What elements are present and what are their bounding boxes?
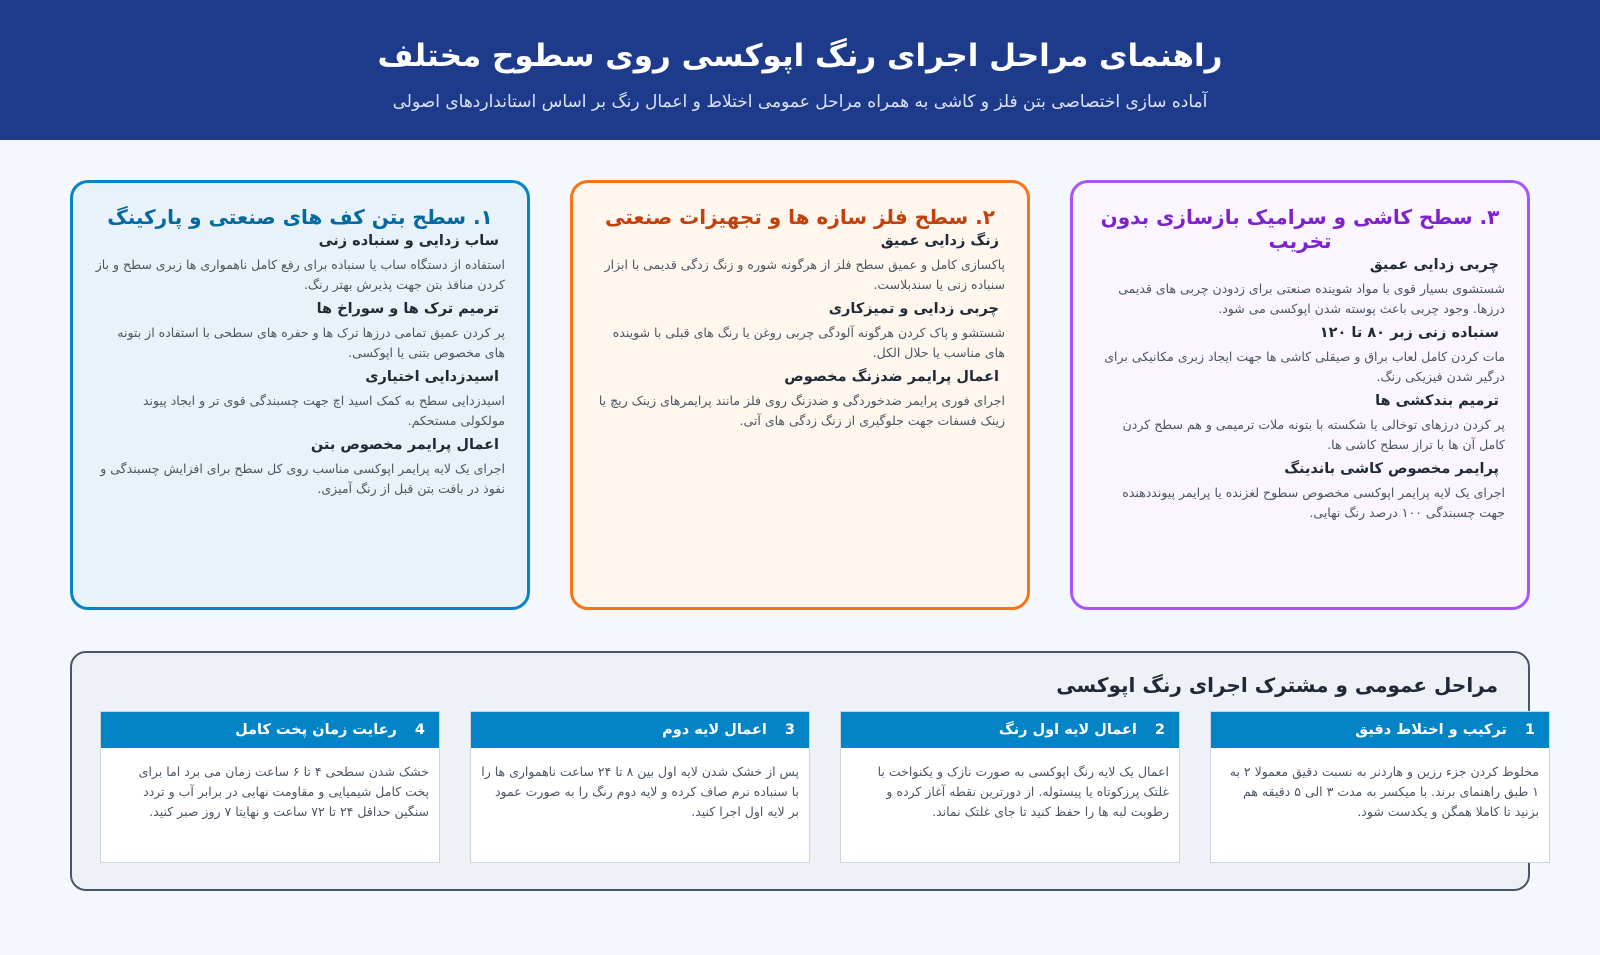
card-step-title: ترمیم ترک ها و سوراخ ها [316,301,499,317]
card-step-title: چربی زدایی عمیق [1369,257,1499,273]
card-step [95,231,505,299]
common-step-header [841,712,1179,748]
card-step [95,367,505,435]
card-step-title: زنگ زدایی عمیق [880,233,999,249]
common-step-number: 1 [1524,722,1535,738]
common-step-title: اعمال لایه اول رنگ [998,722,1137,738]
card-step [95,435,505,503]
card-step-desc: اجرای یک لایه پرایمر اپوکسی مناسب روی کل سطح برای افزایش چسبندگی و نفوذ در بافت بتن قبل از رنگ آمیزی. [100,461,505,496]
common-step-desc: اعمال یک لایه رنگ اپوکسی به صورت نازک و یکنواخت با غلتک پرزکوتاه یا پیستوله. از دورترین نقطه آغاز کرده و رطوبت لبه ها را حفظ کنید تا جای غلتک نماند. [877,764,1169,819]
common-step-title: اعمال لایه دوم [662,722,767,738]
card-step-desc: اجرای فوری پرایمر ضدخوردگی و ضدزنگ روی فلز مانند پرایمرهای زینک ریچ یا زینک فسفات جهت جلوگیری از زنگ زدگی های آتی. [598,393,1005,428]
card-step-desc: اسیدزدایی سطح به کمک اسید اچ جهت چسبندگی قوی تر و ایجاد پیوند مولکولی مستحکم. [143,393,505,428]
card-step [595,367,1005,435]
card-tile-surface [1070,180,1530,610]
card-step-desc: استفاده از دستگاه ساب یا سنباده برای رفع کامل ناهمواری ها زبری سطح و باز کردن منافذ بتن جهت پذیرش بهتر رنگ. [95,257,505,292]
card-step-desc: اجرای یک لایه پرایمر اپوکسی مخصوص سطوح لغزنده یا پرایمر پیونددهنده جهت چسبندگی ۱۰۰ درصد رنگ نهایی. [1122,485,1505,520]
common-step-title: ترکیب و اختلاط دقیق [1355,722,1507,738]
common-step-desc: مخلوط کردن جزء رزین و هاردنر به نسبت دقیق معمولا ۲ به ۱ طبق راهنمای برند. با میکسر به مدت ۳ الی ۵ دقیقه هم بزنید تا کاملا همگن و یکدست شود. [1229,764,1539,819]
card-step-desc: پاکسازی کامل و عمیق سطح فلز از هرگونه شوره و زنگ زدگی قدیمی با ابزار سنباده زنی یا سندبلاست. [604,257,1005,292]
card-concrete-surface [70,180,530,610]
card-step-title: اسیدزدایی اختیاری [365,369,499,385]
common-steps-section [70,651,1539,891]
common-step-header [1211,712,1549,748]
card-title: ۳. سطح کاشی و سرامیک بازسازی بدون تخریب [1100,205,1500,253]
common-step-number: 2 [1154,722,1165,738]
card-step-title: پرایمر مخصوص کاشی باندینگ [1284,461,1499,477]
card-step [1095,391,1505,459]
common-step-desc: پس از خشک شدن لایه اول بین ۸ تا ۲۴ ساعت ناهمواری ها را با سنباده نرم صاف کرده و لایه دوم رنگ را به صورت عمود بر لایه اول اجرا کنید. [481,764,799,819]
common-step-desc: خشک شدن سطحی ۴ تا ۶ ساعت زمان می برد اما برای پخت کامل شیمیایی و مقاومت نهایی در برابر آب و تردد سنگین حداقل ۲۴ تا ۷۲ ساعت و نهایتا ۷ روز صبر کنید. [138,764,429,819]
common-step [100,711,440,863]
card-step [595,231,1005,299]
common-steps-row [102,711,1550,863]
common-step-title: رعایت زمان پخت کامل [235,722,397,738]
card-step-title: اعمال پرایمر مخصوص بتن [310,437,499,453]
card-step-title: ترمیم بندکشی ها [1375,393,1499,409]
page-header [0,0,1600,140]
common-step [1210,711,1550,863]
common-step-header [101,712,439,748]
card-step-title: ساب زدایی و سنباده زنی [318,233,499,249]
card-step [595,299,1005,367]
card-step-desc: پر کردن عمیق تمامی درزها ترک ها و حفره های سطحی با استفاده از بتونه های مخصوص بتنی یا اپوکسی. [117,325,505,360]
card-metal-surface [570,180,1030,610]
card-step-desc: مات کردن کامل لعاب براق و صیقلی کاشی ها جهت ایجاد زبری مکانیکی برای درگیر شدن فیزیکی رنگ. [1104,349,1505,384]
card-step-title: چربی زدایی و تمیزکاری [828,301,999,317]
page-title: راهنمای مراحل اجرای رنگ اپوکسی روی سطوح مختلف [377,38,1223,74]
card-title: ۲. سطح فلز سازه ها و تجهیزات صنعتی [605,205,995,229]
card-step [95,299,505,367]
common-step [470,711,810,863]
card-step-desc: شستشو و پاک کردن هرگونه آلودگی چربی روغن یا رنگ های قبلی با شوینده های مناسب یا حلال الکل. [612,325,1005,360]
common-step-number: 3 [784,722,795,738]
card-step [1095,255,1505,323]
card-step-desc: شستشوی بسیار قوی با مواد شوینده صنعتی برای زدودن چربی های قدیمی درزها. وجود چربی باعث پوسته شدن اپوکسی می شود. [1118,281,1505,316]
common-step-header [471,712,809,748]
card-step-title: اعمال پرایمر ضدزنگ مخصوص [784,369,999,385]
page-subtitle: آماده سازی اختصاصی بتن فلز و کاشی به همراه مراحل عمومی اختلاط و اعمال رنگ بر اساس استانداردهای اصولی [392,92,1208,112]
card-step-title: سنباده زنی زبر ۸۰ تا ۱۲۰ [1319,325,1499,341]
common-title: مراحل عمومی و مشترک اجرای رنگ اپوکسی [1056,673,1498,697]
common-step [840,711,1180,863]
common-step-number: 4 [414,722,425,738]
card-step-desc: پر کردن درزهای توخالی یا شکسته با بتونه ملات ترمیمی و هم سطح کردن کامل آن ها با تراز سطح کاشی ها. [1122,417,1505,452]
card-step [1095,459,1505,527]
card-title: ۱. سطح بتن کف های صنعتی و پارکینگ [107,205,493,229]
card-step [1095,323,1505,391]
